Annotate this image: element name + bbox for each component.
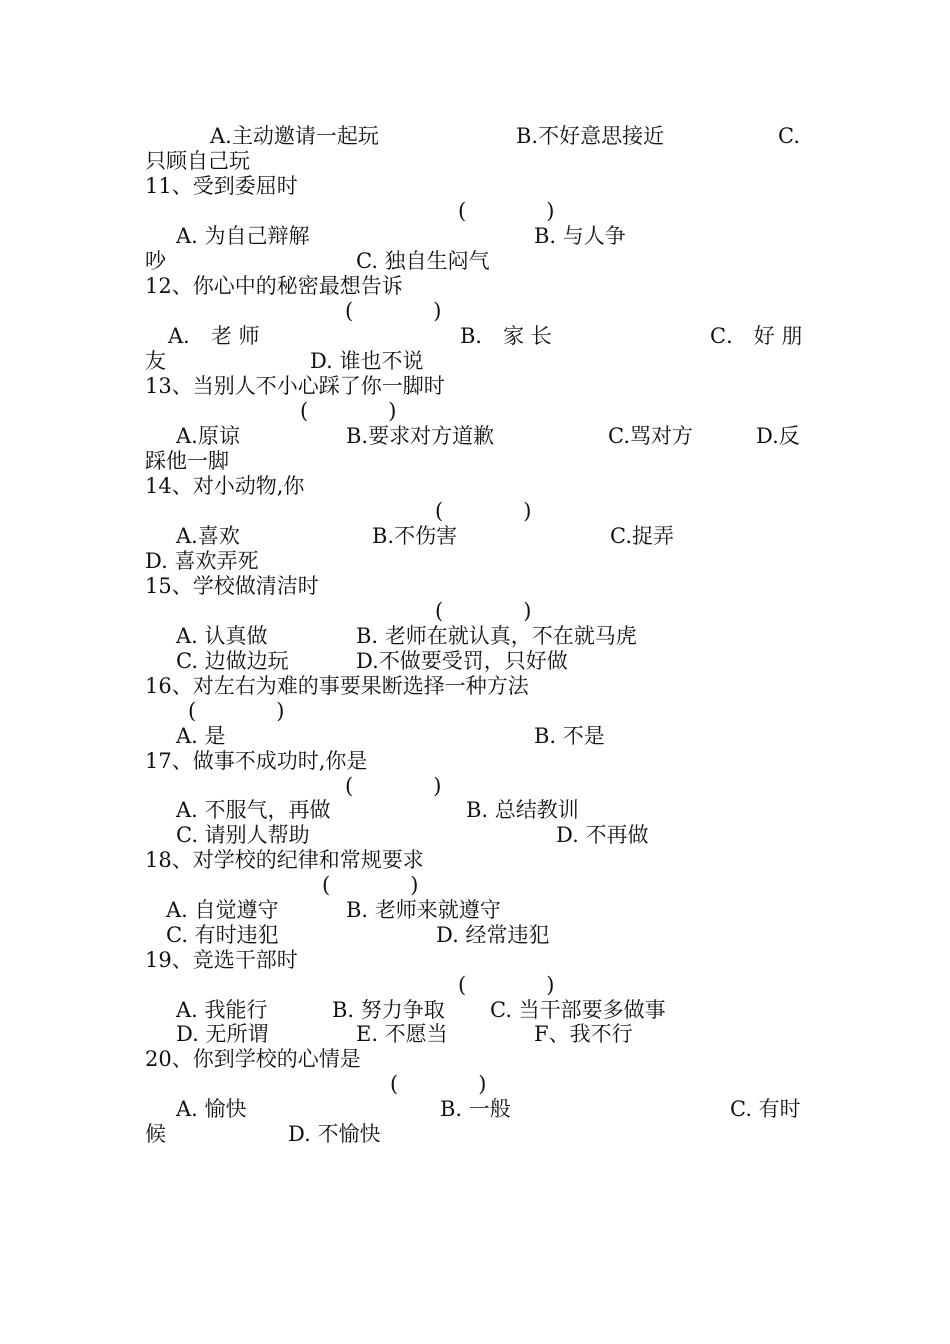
question-stem: 17、做事不成功时,你是 — [145, 749, 368, 773]
answer-option: B. 总结教训 — [466, 798, 579, 822]
option-continuation: 踩他一脚 — [145, 449, 229, 473]
answer-option: C. 有时 — [730, 1097, 801, 1121]
answer-blank: ( ) — [458, 973, 555, 997]
answer-option: D.反 — [756, 424, 800, 448]
answer-option: C.骂对方 — [608, 424, 693, 448]
answer-option: C. 边做边玩 — [176, 649, 289, 673]
answer-option: C. 当干部要多做事 — [490, 998, 666, 1022]
answer-option: B.不好意思接近 — [516, 124, 665, 148]
option-continuation: 候 — [145, 1122, 166, 1146]
answer-blank: ( ) — [188, 699, 285, 723]
question-stem: 19、竞选干部时 — [145, 948, 298, 972]
answer-option: A. 愉快 — [176, 1097, 247, 1121]
answer-option: A. 不服气，再做 — [176, 798, 331, 822]
answer-option: D. 经常违犯 — [436, 923, 550, 947]
answer-option: A.原谅 — [176, 424, 240, 448]
answer-option: B. 老师在就认真，不在就马虎 — [356, 624, 637, 648]
option-continuation: D. 喜欢弄死 — [145, 549, 259, 573]
answer-blank: ( ) — [300, 399, 397, 423]
answer-option: C. 请别人帮助 — [176, 823, 310, 847]
answer-option: B. 老师来就遵守 — [346, 898, 501, 922]
answer-option: B. 努力争取 — [332, 998, 445, 1022]
answer-blank: ( ) — [435, 599, 532, 623]
answer-option: D. 不愉快 — [288, 1122, 381, 1146]
answer-blank: ( ) — [322, 873, 419, 897]
question-stem: 16、对左右为难的事要果断选择一种方法 — [145, 674, 529, 698]
answer-option: C. 有时违犯 — [166, 923, 279, 947]
answer-option: A. 我能行 — [176, 998, 268, 1022]
answer-option: B. 与人争 — [534, 224, 626, 248]
question-stem: 14、对小动物,你 — [145, 474, 305, 498]
answer-option: C． 好 朋 — [710, 324, 803, 348]
answer-option: A.喜欢 — [176, 524, 240, 548]
answer-option: A. 认真做 — [176, 624, 268, 648]
answer-option: D. 谁也不说 — [310, 349, 424, 373]
answer-option: A． 老 师 — [168, 324, 260, 348]
answer-option: C.捉弄 — [610, 524, 674, 548]
answer-option: D. 无所谓 — [176, 1022, 269, 1046]
answer-option: B． 家 长 — [460, 324, 552, 348]
answer-option: B.要求对方道歉 — [346, 424, 495, 448]
question-stem: 18、对学校的纪律和常规要求 — [145, 848, 424, 872]
answer-option: F、我不行 — [534, 1022, 633, 1046]
answer-blank: ( ) — [345, 299, 442, 323]
question-stem: 15、学校做清洁时 — [145, 574, 319, 598]
answer-blank: ( ) — [390, 1072, 487, 1096]
answer-blank: ( ) — [458, 199, 555, 223]
answer-option: A. 是 — [176, 724, 226, 748]
option-continuation: 吵 — [145, 249, 166, 273]
answer-option: C. — [778, 124, 800, 148]
question-stem: 20、你到学校的心情是 — [145, 1047, 361, 1071]
answer-option: D. 不再做 — [556, 823, 649, 847]
option-continuation: 只顾自己玩 — [145, 149, 250, 173]
answer-option: A. 为自己辩解 — [176, 224, 310, 248]
question-stem: 11、受到委屈时 — [145, 174, 298, 198]
answer-blank: ( ) — [345, 774, 442, 798]
answer-option: B. 不是 — [534, 724, 605, 748]
answer-blank: ( ) — [435, 499, 532, 523]
answer-option: D.不做要受罚，只好做 — [356, 649, 568, 673]
question-stem: 13、当别人不小心踩了你一脚时 — [145, 374, 445, 398]
answer-option: B. 一般 — [440, 1097, 511, 1121]
answer-option: A. 自觉遵守 — [166, 898, 279, 922]
answer-option: C. 独自生闷气 — [356, 249, 490, 273]
option-continuation: 友 — [145, 349, 166, 373]
question-stem: 12、你心中的秘密最想告诉 — [145, 274, 403, 298]
answer-option: E. 不愿当 — [356, 1022, 448, 1046]
answer-option: A.主动邀请一起玩 — [210, 124, 379, 148]
answer-option: B.不伤害 — [372, 524, 458, 548]
